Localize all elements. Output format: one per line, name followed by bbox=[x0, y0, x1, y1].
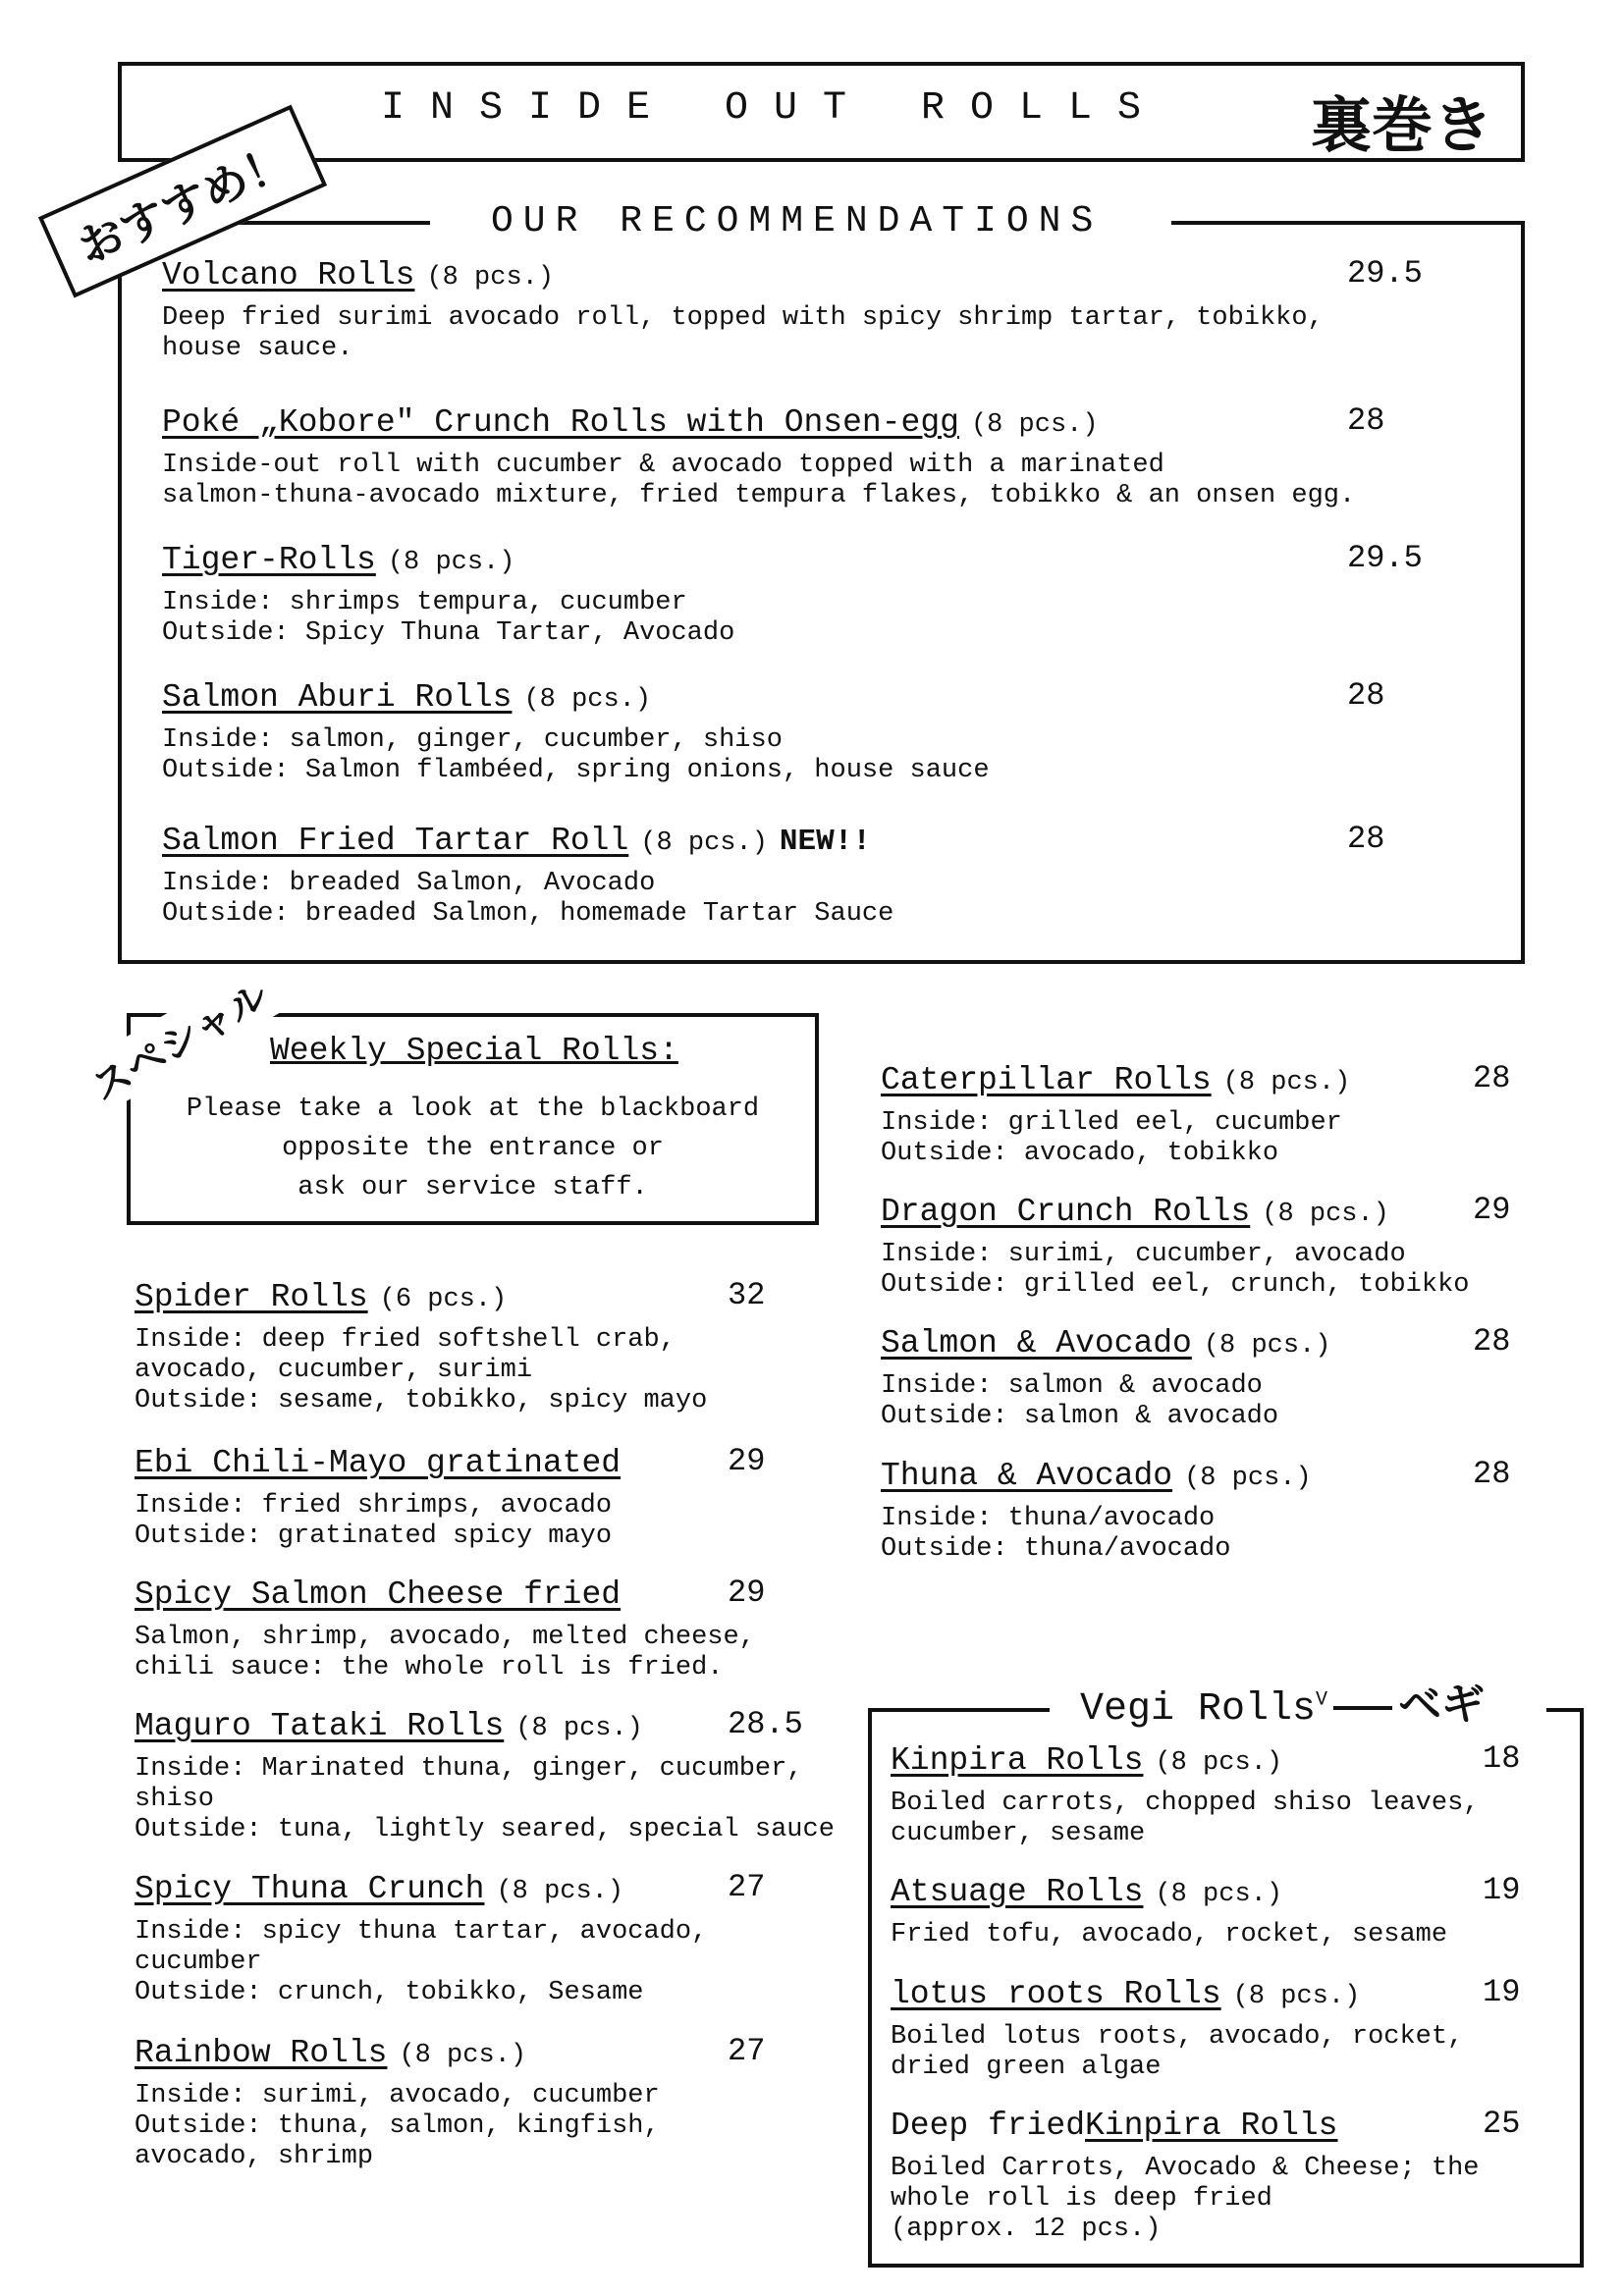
menu-item bbox=[162, 542, 734, 649]
menu-item bbox=[135, 2035, 660, 2172]
item-pieces: (8 pcs.) bbox=[1222, 1068, 1351, 1097]
item-heading bbox=[881, 1325, 1330, 1362]
item-name: lotus roots Rolls bbox=[891, 1976, 1221, 2012]
divider bbox=[1171, 221, 1525, 225]
section-title: INSIDE OUT ROLLS bbox=[381, 86, 1167, 131]
item-pieces: (8 pcs.) bbox=[1184, 1464, 1312, 1493]
item-price: 29 bbox=[1473, 1192, 1511, 1228]
item-price: 29.5 bbox=[1347, 540, 1423, 576]
item-pieces: (6 pcs.) bbox=[379, 1285, 508, 1314]
item-pieces: (8 pcs.) bbox=[1155, 1748, 1283, 1778]
special-stamp: スペシャル bbox=[77, 964, 281, 1114]
divider bbox=[1546, 1708, 1584, 1712]
item-price: 18 bbox=[1483, 1740, 1521, 1777]
item-pieces: (8 pcs.) bbox=[640, 828, 768, 858]
item-price: 27 bbox=[728, 1869, 766, 1905]
item-heading bbox=[135, 2035, 660, 2071]
item-name: Salmon & Avocado bbox=[881, 1325, 1192, 1362]
item-price: 28 bbox=[1347, 402, 1385, 439]
menu-item bbox=[162, 257, 1324, 364]
item-name: Spicy Salmon Cheese fried bbox=[135, 1576, 622, 1613]
menu-item bbox=[891, 1976, 1463, 2083]
item-description: Boiled Carrots, Avocado & Cheese; the whole roll is deep fried (approx. 12 pcs.) bbox=[891, 2154, 1480, 2244]
item-description: Inside: shrimps tempura, cucumber Outside: Spicy Thuna Tartar, Avocado bbox=[162, 588, 735, 648]
item-name: Tiger-Rolls bbox=[162, 542, 376, 578]
item-description: Inside: grilled eel, cucumber Outside: avocado, tobikko bbox=[881, 1108, 1342, 1168]
item-name: Volcano Rolls bbox=[162, 257, 415, 294]
item-description: Inside: deep fried softshell crab, avocado, cucumber, surimi Outside: sesame, tobikko, spicy mayo bbox=[135, 1325, 708, 1415]
item-description: Inside: breaded Salmon, Avocado Outside: breaded Salmon, homemade Tartar Sauce bbox=[162, 869, 894, 929]
item-name: Caterpillar Rolls bbox=[881, 1062, 1212, 1098]
item-name: Kinpira Rolls bbox=[891, 1742, 1144, 1779]
vegi-title bbox=[1080, 1669, 1485, 1732]
item-description: Inside: spicy thuna tartar, avocado, cucumber Outside: crunch, tobikko, Sesame bbox=[135, 1917, 708, 2007]
item-heading bbox=[881, 1194, 1470, 1230]
item-pieces: (8 pcs.) bbox=[399, 2041, 527, 2070]
item-description: Inside: fried shrimps, avocado Outside: gratinated spicy mayo bbox=[135, 1491, 613, 1551]
item-price: 28 bbox=[1347, 821, 1385, 857]
item-name: Ebi Chili-Mayo gratinated bbox=[135, 1445, 622, 1481]
item-price: 29 bbox=[728, 1443, 766, 1479]
item-name: Rainbow Rolls bbox=[135, 2035, 388, 2071]
menu-item bbox=[881, 1325, 1330, 1432]
menu-item bbox=[135, 1279, 707, 1416]
item-pieces: (8 pcs.) bbox=[496, 1877, 624, 1906]
item-pieces: (8 pcs.) bbox=[387, 548, 515, 577]
item-pieces: (8 pcs.) bbox=[1203, 1331, 1331, 1361]
item-pieces: (8 pcs.) bbox=[426, 263, 555, 293]
item-heading bbox=[881, 1062, 1350, 1098]
item-description: Fried tofu, avocado, rocket, sesame bbox=[891, 1920, 1448, 1949]
item-description: Inside: thuna/avocado Outside: thuna/avocado bbox=[881, 1504, 1231, 1564]
item-price: 25 bbox=[1483, 2106, 1521, 2142]
item-name: Poké „Kobore" Crunch Rolls with Onsen-egg bbox=[162, 404, 959, 441]
item-description: Inside: surimi, cucumber, avocado Outside: grilled eel, crunch, tobikko bbox=[881, 1240, 1470, 1300]
weekly-text: Please take a look at the blackboard opposite the entrance or ask our service staff. bbox=[186, 1095, 760, 1202]
item-name: Salmon Fried Tartar Roll bbox=[162, 823, 629, 859]
item-price: 29 bbox=[728, 1575, 766, 1611]
item-name: Spider Rolls bbox=[135, 1279, 368, 1315]
item-price: 28 bbox=[1473, 1323, 1511, 1360]
menu-item bbox=[891, 2108, 1480, 2245]
item-description: Boiled lotus roots, avocado, rocket, dried green algae bbox=[891, 2022, 1464, 2082]
menu-item bbox=[162, 679, 990, 786]
item-price: 19 bbox=[1483, 1872, 1521, 1908]
menu-item bbox=[881, 1194, 1470, 1301]
item-pieces: (8 pcs.) bbox=[970, 410, 1099, 440]
item-prefix: Deep fried bbox=[891, 2108, 1086, 2144]
item-heading bbox=[891, 1976, 1463, 2012]
item-price: 28.5 bbox=[728, 1706, 803, 1742]
item-name: Dragon Crunch Rolls bbox=[881, 1194, 1251, 1230]
new-badge: NEW!! bbox=[779, 825, 871, 859]
vegi-title-jp: ベギ bbox=[1398, 1680, 1486, 1730]
item-heading bbox=[135, 1445, 621, 1481]
item-heading bbox=[162, 404, 1355, 441]
menu-item bbox=[881, 1458, 1312, 1565]
item-pieces: (8 pcs.) bbox=[1232, 1982, 1361, 2011]
item-pieces: (8 pcs.) bbox=[523, 685, 652, 715]
item-price: 28 bbox=[1347, 677, 1385, 714]
item-description: Inside: Marinated thuna, ginger, cucumber, shiso Outside: tuna, lightly seared, special sauce bbox=[135, 1754, 835, 1844]
vegi-title-text: Vegi Rolls bbox=[1080, 1687, 1317, 1732]
item-price: 27 bbox=[728, 2033, 766, 2069]
item-description: Boiled carrots, chopped shiso leaves, cucumber, sesame bbox=[891, 1789, 1480, 1848]
item-name: Maguro Tataki Rolls bbox=[135, 1708, 505, 1744]
recommend-stamp: おすすめ！ bbox=[38, 104, 328, 297]
weekly-title: Weekly Special Rolls: bbox=[270, 1033, 678, 1069]
menu-item bbox=[135, 1576, 755, 1683]
item-description: Inside: salmon & avocado Outside: salmon & avocado bbox=[881, 1371, 1279, 1431]
menu-item bbox=[162, 823, 893, 930]
vegetarian-mark: V bbox=[1316, 1688, 1328, 1712]
divider bbox=[1333, 1706, 1392, 1710]
menu-item bbox=[891, 1874, 1447, 1950]
item-heading bbox=[135, 1576, 755, 1613]
recommendations-title: OUR RECOMMENDATIONS bbox=[491, 200, 1104, 242]
item-price: 29.5 bbox=[1347, 255, 1423, 292]
menu-item bbox=[891, 1742, 1480, 1849]
item-heading bbox=[162, 679, 990, 716]
item-description: Inside: salmon, ginger, cucumber, shiso Outside: Salmon flambéed, spring onions, house sauce bbox=[162, 725, 990, 785]
item-description: Inside: surimi, avocado, cucumber Outside: thuna, salmon, kingfish, avocado, shrimp bbox=[135, 2081, 660, 2171]
section-title-jp: 裏巻き bbox=[1311, 89, 1494, 161]
item-price: 28 bbox=[1473, 1060, 1511, 1096]
item-description: Inside-out roll with cucumber & avocado topped with a marinated salmon-thuna-avocado mixture, fried tempura flakes, tobikko & an onsen egg. bbox=[162, 451, 1356, 510]
item-pieces: (8 pcs.) bbox=[1155, 1880, 1283, 1909]
item-description: Deep fried surimi avocado roll, topped with spicy shrimp tartar, tobikko, house sauce. bbox=[162, 303, 1324, 363]
item-price: 19 bbox=[1483, 1974, 1521, 2010]
item-heading bbox=[135, 1279, 707, 1315]
item-name: Spicy Thuna Crunch bbox=[135, 1871, 485, 1907]
item-pieces: (8 pcs.) bbox=[1262, 1200, 1389, 1229]
item-price: 28 bbox=[1473, 1456, 1511, 1492]
item-price: 32 bbox=[728, 1277, 766, 1313]
item-heading bbox=[891, 2108, 1480, 2144]
item-heading bbox=[891, 1742, 1480, 1779]
menu-item bbox=[135, 1871, 707, 2008]
item-name: Kinpira Rolls bbox=[1085, 2108, 1338, 2144]
menu-item bbox=[881, 1062, 1350, 1169]
item-heading bbox=[891, 1874, 1447, 1910]
item-name: Salmon Aburi Rolls bbox=[162, 679, 513, 716]
item-name: Thuna & Avocado bbox=[881, 1458, 1173, 1494]
menu-item bbox=[162, 404, 1355, 511]
item-description: Salmon, shrimp, avocado, melted cheese, chili sauce: the whole roll is fried. bbox=[135, 1623, 755, 1682]
item-heading bbox=[162, 257, 1324, 294]
divider bbox=[868, 1708, 1050, 1712]
item-heading bbox=[881, 1458, 1312, 1494]
item-heading bbox=[162, 823, 893, 859]
menu-item bbox=[135, 1445, 621, 1552]
item-name: Atsuage Rolls bbox=[891, 1874, 1144, 1910]
item-pieces: (8 pcs.) bbox=[515, 1714, 643, 1743]
item-heading bbox=[135, 1871, 707, 1907]
item-heading bbox=[162, 542, 734, 578]
